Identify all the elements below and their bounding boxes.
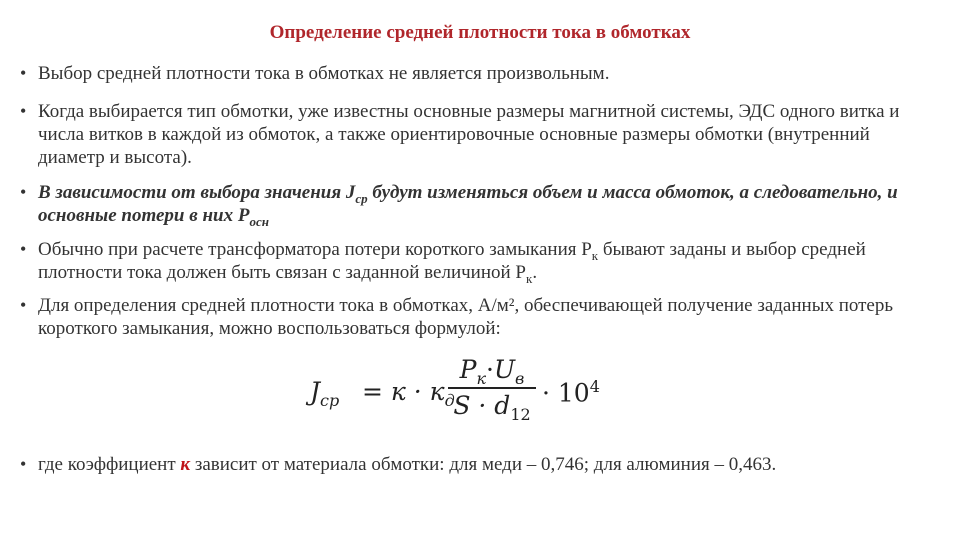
bullet-item bbox=[20, 238, 940, 284]
superscript: 4 bbox=[589, 377, 600, 396]
bullet-item bbox=[20, 294, 940, 340]
slide-title: Определение средней плотности тока в обмотках bbox=[269, 22, 691, 43]
formula-numerator bbox=[448, 355, 536, 388]
formula bbox=[310, 355, 610, 427]
bullet-text-part: будут изменяться объем и масса обмоток, а следовательно, и основные потери в них P bbox=[38, 182, 898, 226]
subscript: в bbox=[515, 369, 525, 388]
subscript: к bbox=[526, 270, 533, 286]
subscript: осн bbox=[249, 213, 269, 229]
formula-coefficients bbox=[362, 377, 455, 410]
bullet-item bbox=[20, 181, 940, 227]
bullet-text: Для определения средней плотности тока в обмотках, А/м², обеспечивающей получение заданных потерь короткого замыкания, можно воспользоваться формулой: bbox=[38, 295, 894, 339]
bullet-text: Выбор средней плотности тока в обмотках не является произвольным. bbox=[38, 63, 610, 84]
formula-symbol: = к · к bbox=[362, 377, 445, 406]
formula-symbol: · 10 bbox=[542, 378, 590, 408]
formula-fraction bbox=[448, 355, 536, 424]
bullet-text bbox=[38, 238, 940, 284]
formula-lhs bbox=[310, 377, 340, 410]
bullet-marker: • bbox=[20, 63, 27, 83]
bullet-text-part: где коэффициент bbox=[38, 454, 181, 475]
formula-symbol: U bbox=[493, 355, 516, 384]
bullet-item bbox=[20, 62, 940, 85]
formula-denominator bbox=[448, 391, 536, 424]
bullet-text-part: В зависимости от выбора значения J bbox=[38, 182, 356, 203]
bullet-marker: • bbox=[20, 295, 27, 315]
subscript: ср bbox=[320, 391, 340, 410]
formula-symbol: · bbox=[486, 355, 494, 384]
bullet-text-part: . bbox=[532, 262, 538, 283]
bullet-marker: • bbox=[20, 101, 27, 121]
bullet-text-part: Обычно при расчете трансформатора потери короткого замыкания P bbox=[38, 239, 592, 260]
bullet-text bbox=[38, 181, 940, 227]
bullet-text-part: зависит от материала обмотки: для меди – 0,746; для алюминия – 0,463. bbox=[190, 454, 777, 475]
subscript: д bbox=[444, 391, 455, 410]
coefficient-k: к bbox=[180, 454, 191, 475]
bullet-text bbox=[38, 453, 940, 476]
bullet-marker: • bbox=[20, 454, 27, 474]
bullet-text: Когда выбирается тип обмотки, уже известны основные размеры магнитной системы, ЭДС одного витка и числа витков в каждой из обмоток, а также ориентировочные основные размеры обмотки (внутренний диаметр и высота). bbox=[38, 101, 900, 168]
formula-symbol: P bbox=[459, 355, 477, 384]
subscript: к bbox=[591, 247, 599, 263]
formula-rhs bbox=[542, 377, 600, 407]
subscript: к bbox=[476, 369, 487, 388]
bullet-marker: • bbox=[20, 182, 27, 202]
subscript: 12 bbox=[510, 405, 531, 424]
formula-symbol: J bbox=[310, 377, 321, 406]
bullet-marker: • bbox=[20, 239, 27, 259]
subscript: ср bbox=[355, 190, 368, 206]
bullet-item bbox=[20, 100, 940, 169]
bullet-text-part: бывают заданы и выбор средней плотности тока должен быть связан с заданной величиной P bbox=[38, 239, 866, 283]
formula-symbol: S · d bbox=[453, 391, 511, 420]
bullet-item bbox=[20, 453, 940, 476]
